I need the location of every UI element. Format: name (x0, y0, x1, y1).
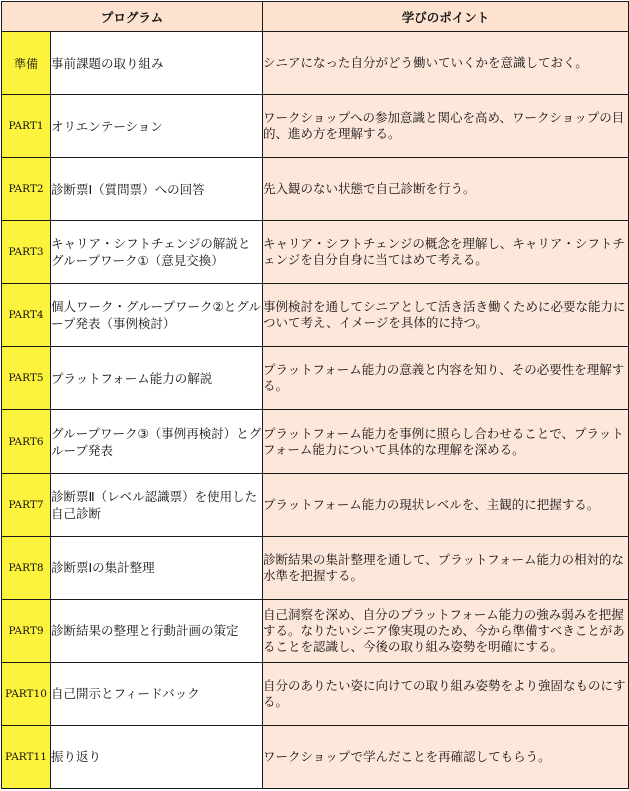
program-cell: 個人ワーク・グループワーク②とグループ発表（事例検討） (51, 284, 263, 347)
program-cell: オリエンテーション (51, 95, 263, 158)
table-row (2, 536, 629, 599)
table-row (2, 95, 629, 158)
part-label: PART8 (2, 536, 51, 599)
learning-point-cell: プラットフォーム能力を事例に照らし合わせることで、プラットフォーム能力について具体的な理解を深める。 (263, 410, 629, 473)
table-header-row (2, 2, 629, 32)
header-learning-points: 学びのポイント (263, 2, 629, 32)
part-label: PART4 (2, 284, 51, 347)
learning-point-cell: シニアになった自分がどう働いていくかを意識しておく。 (263, 32, 629, 95)
learning-point-cell: プラットフォーム能力の現状レベルを、主観的に把握する。 (263, 473, 629, 536)
part-label: PART7 (2, 473, 51, 536)
program-cell: 診断票Ⅰの集計整理 (51, 536, 263, 599)
program-cell: プラットフォーム能力の解説 (51, 347, 263, 410)
table-row (2, 347, 629, 410)
part-label: PART3 (2, 221, 51, 284)
table-row (2, 725, 629, 788)
part-label: PART6 (2, 410, 51, 473)
part-label: PART2 (2, 158, 51, 221)
program-cell: 診断結果の整理と行動計画の策定 (51, 599, 263, 662)
program-cell: グループワーク③（事例再検討）とグループ発表 (51, 410, 263, 473)
table-row (2, 158, 629, 221)
learning-point-cell: 自己洞察を深め、自分のプラットフォーム能力の強み弱みを把握する。なりたいシニア像実現のため、今から準備すべきことがあることを認識し、今後の取り組み姿勢を明確にする。 (263, 599, 629, 662)
header-program: プログラム (2, 2, 263, 32)
part-label: PART10 (2, 662, 51, 725)
table-row (2, 32, 629, 95)
learning-point-cell: ワークショップへの参加意識と関心を高め、ワークショップの目的、進め方を理解する。 (263, 95, 629, 158)
learning-point-cell: 診断結果の集計整理を通して、プラットフォーム能力の相対的な水準を把握する。 (263, 536, 629, 599)
learning-point-cell: 先入観のない状態で自己診断を行う。 (263, 158, 629, 221)
program-cell: 事前課題の取り組み (51, 32, 263, 95)
learning-point-cell: プラットフォーム能力の意義と内容を知り、その必要性を理解する。 (263, 347, 629, 410)
program-cell: 診断票Ⅰ（質問票）への回答 (51, 158, 263, 221)
learning-point-cell: 自分のありたい姿に向けての取り組み姿勢をより強固なものにする。 (263, 662, 629, 725)
table-row (2, 599, 629, 662)
part-label: PART5 (2, 347, 51, 410)
learning-point-cell: ワークショップで学んだことを再確認してもらう。 (263, 725, 629, 788)
program-cell: 振り返り (51, 725, 263, 788)
part-label: PART9 (2, 599, 51, 662)
program-cell: キャリア・シフトチェンジの解説とグループワーク①（意見交換） (51, 221, 263, 284)
workshop-program-table (1, 1, 629, 789)
table-row (2, 221, 629, 284)
program-cell: 自己開示とフィードバック (51, 662, 263, 725)
part-label: 準備 (2, 32, 51, 95)
part-label: PART1 (2, 95, 51, 158)
learning-point-cell: キャリア・シフトチェンジの概念を理解し、キャリア・シフトチェンジを自分自身に当てはめて考える。 (263, 221, 629, 284)
part-label: PART11 (2, 725, 51, 788)
table-row (2, 284, 629, 347)
learning-point-cell: 事例検討を通してシニアとして活き活き働くために必要な能力について考え、イメージを具体的に持つ。 (263, 284, 629, 347)
table-row (2, 662, 629, 725)
table-row (2, 473, 629, 536)
table-row (2, 410, 629, 473)
program-cell: 診断票Ⅱ（レベル認識票）を使用した自己診断 (51, 473, 263, 536)
